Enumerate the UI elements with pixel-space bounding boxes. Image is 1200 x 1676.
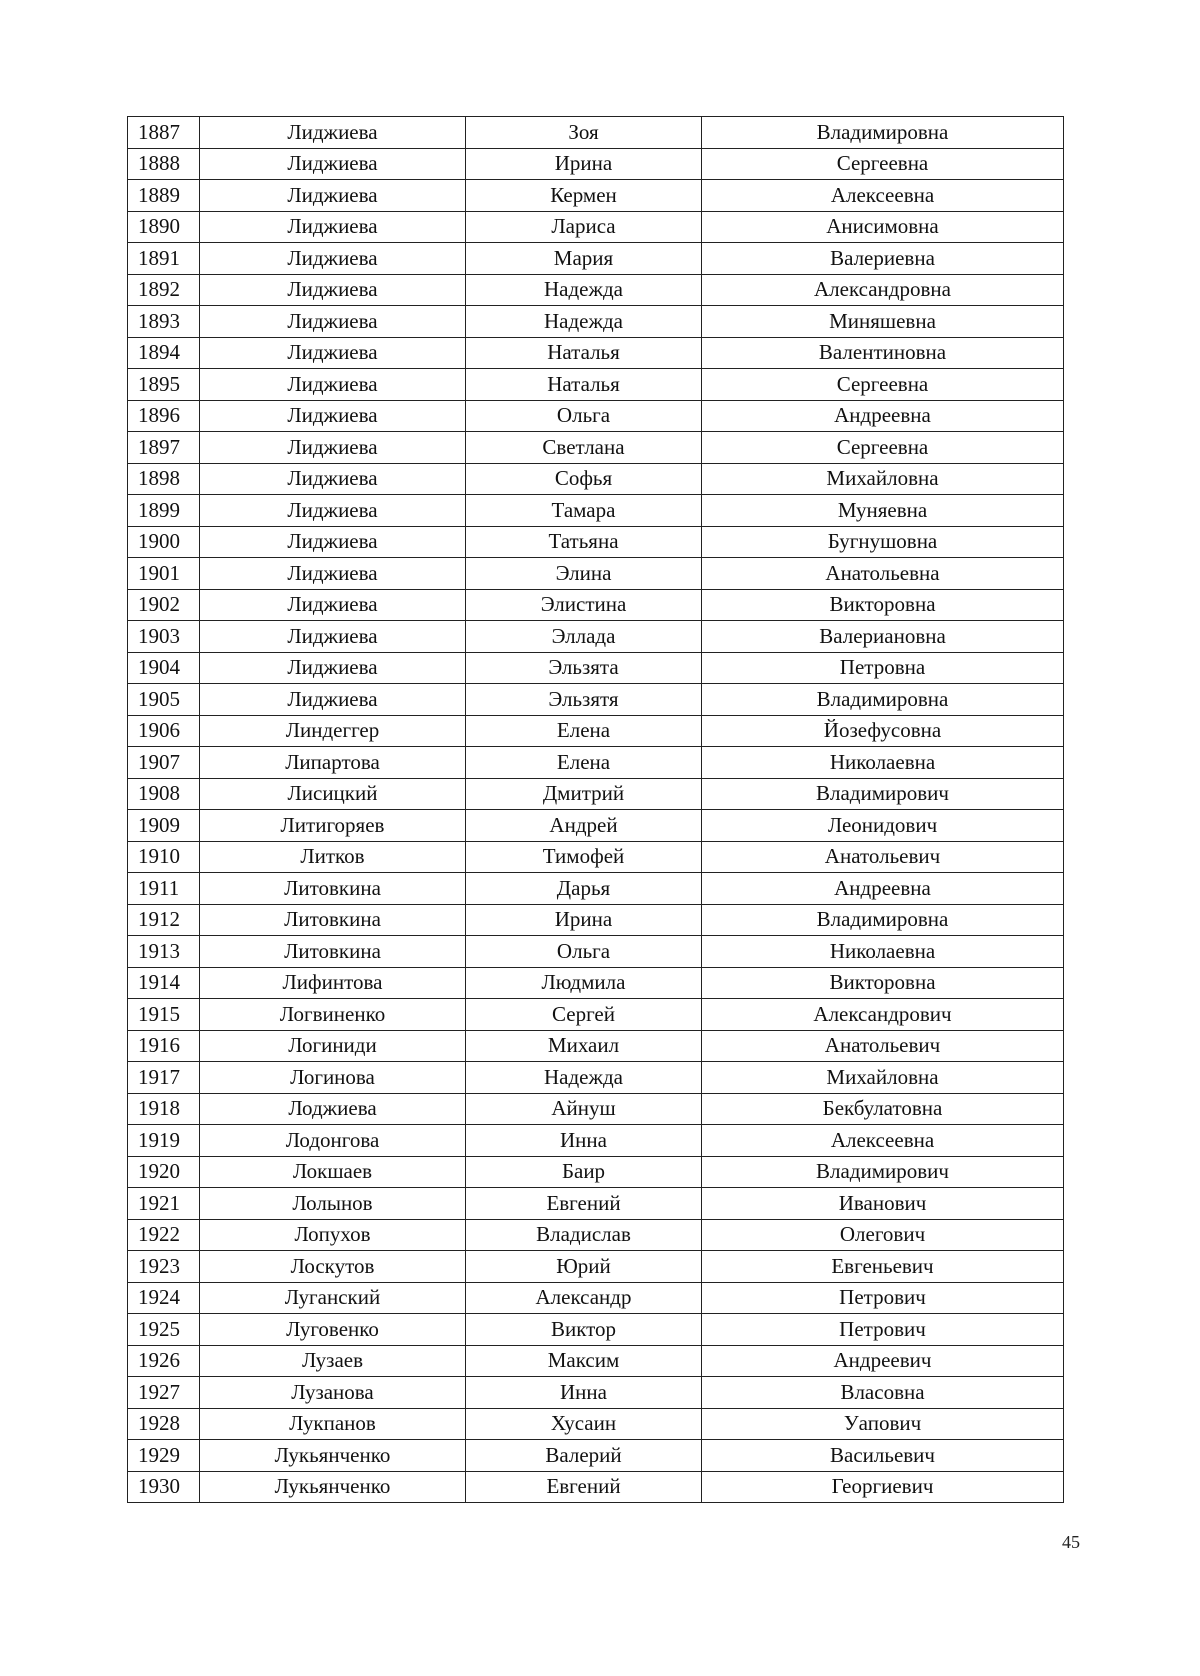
table-row (128, 1314, 1064, 1346)
patronymic-cell: Николаевна (702, 747, 1064, 779)
patronymic-cell: Йозефусовна (702, 715, 1064, 747)
row-number-cell: 1927 (128, 1377, 200, 1409)
table-row (128, 873, 1064, 905)
patronymic-cell: Анатольевич (702, 841, 1064, 873)
first-name-cell: Тамара (466, 495, 702, 527)
patronymic-cell: Георгиевич (702, 1471, 1064, 1503)
last-name-cell: Лузаев (200, 1345, 466, 1377)
first-name-cell: Сергей (466, 999, 702, 1031)
row-number-cell: 1917 (128, 1062, 200, 1094)
row-number-cell: 1899 (128, 495, 200, 527)
patronymic-cell: Сергеевна (702, 432, 1064, 464)
first-name-cell: Ирина (466, 148, 702, 180)
last-name-cell: Лисицкий (200, 778, 466, 810)
row-number-cell: 1916 (128, 1030, 200, 1062)
table-row (128, 1093, 1064, 1125)
row-number-cell: 1891 (128, 243, 200, 275)
last-name-cell: Лиджиева (200, 211, 466, 243)
row-number-cell: 1915 (128, 999, 200, 1031)
first-name-cell: Эльзята (466, 652, 702, 684)
last-name-cell: Лиджиева (200, 180, 466, 212)
patronymic-cell: Александрович (702, 999, 1064, 1031)
row-number-cell: 1894 (128, 337, 200, 369)
patronymic-cell: Анатольевна (702, 558, 1064, 590)
last-name-cell: Лиджиева (200, 684, 466, 716)
first-name-cell: Элина (466, 558, 702, 590)
row-number-cell: 1922 (128, 1219, 200, 1251)
first-name-cell: Тимофей (466, 841, 702, 873)
patronymic-cell: Владимирович (702, 778, 1064, 810)
table-row (128, 148, 1064, 180)
table-row (128, 778, 1064, 810)
first-name-cell: Мария (466, 243, 702, 275)
table-row (128, 526, 1064, 558)
first-name-cell: Баир (466, 1156, 702, 1188)
table-row (128, 243, 1064, 275)
patronymic-cell: Михайловна (702, 463, 1064, 495)
patronymic-cell: Олегович (702, 1219, 1064, 1251)
last-name-cell: Лиджиева (200, 463, 466, 495)
first-name-cell: Наталья (466, 369, 702, 401)
patronymic-cell: Евгеньевич (702, 1251, 1064, 1283)
table-row (128, 936, 1064, 968)
row-number-cell: 1887 (128, 117, 200, 149)
table-row (128, 1125, 1064, 1157)
first-name-cell: Зоя (466, 117, 702, 149)
first-name-cell: Надежда (466, 306, 702, 338)
last-name-cell: Логвиненко (200, 999, 466, 1031)
first-name-cell: Ольга (466, 936, 702, 968)
last-name-cell: Лиджиева (200, 148, 466, 180)
row-number-cell: 1929 (128, 1440, 200, 1472)
table-row (128, 1219, 1064, 1251)
patronymic-cell: Николаевна (702, 936, 1064, 968)
first-name-cell: Эллада (466, 621, 702, 653)
patronymic-cell: Владимировна (702, 904, 1064, 936)
table-row (128, 747, 1064, 779)
first-name-cell: Эльзятя (466, 684, 702, 716)
row-number-cell: 1888 (128, 148, 200, 180)
patronymic-cell: Викторовна (702, 967, 1064, 999)
table-row (128, 274, 1064, 306)
first-name-cell: Элистина (466, 589, 702, 621)
first-name-cell: Людмила (466, 967, 702, 999)
last-name-cell: Лиджиева (200, 589, 466, 621)
table-row (128, 904, 1064, 936)
patronymic-cell: Алексеевна (702, 180, 1064, 212)
table-row (128, 1377, 1064, 1409)
last-name-cell: Лиджиева (200, 526, 466, 558)
row-number-cell: 1912 (128, 904, 200, 936)
table-row (128, 810, 1064, 842)
table-row (128, 1030, 1064, 1062)
first-name-cell: Максим (466, 1345, 702, 1377)
row-number-cell: 1892 (128, 274, 200, 306)
patronymic-cell: Леонидович (702, 810, 1064, 842)
first-name-cell: Софья (466, 463, 702, 495)
last-name-cell: Литигоряев (200, 810, 466, 842)
patronymic-cell: Валериевна (702, 243, 1064, 275)
page-number: 45 (1062, 1532, 1080, 1552)
last-name-cell: Луганский (200, 1282, 466, 1314)
last-name-cell: Лиджиева (200, 558, 466, 590)
last-name-cell: Лузанова (200, 1377, 466, 1409)
last-name-cell: Логиниди (200, 1030, 466, 1062)
patronymic-cell: Муняевна (702, 495, 1064, 527)
table-row (128, 1251, 1064, 1283)
table-row (128, 715, 1064, 747)
first-name-cell: Александр (466, 1282, 702, 1314)
row-number-cell: 1918 (128, 1093, 200, 1125)
last-name-cell: Лоскутов (200, 1251, 466, 1283)
last-name-cell: Лиджиева (200, 306, 466, 338)
last-name-cell: Лиджиева (200, 400, 466, 432)
row-number-cell: 1896 (128, 400, 200, 432)
table-row (128, 841, 1064, 873)
last-name-cell: Лиджиева (200, 621, 466, 653)
last-name-cell: Лифинтова (200, 967, 466, 999)
patronymic-cell: Власовна (702, 1377, 1064, 1409)
row-number-cell: 1923 (128, 1251, 200, 1283)
last-name-cell: Линдеггер (200, 715, 466, 747)
last-name-cell: Лиджиева (200, 117, 466, 149)
row-number-cell: 1904 (128, 652, 200, 684)
row-number-cell: 1906 (128, 715, 200, 747)
last-name-cell: Лолынов (200, 1188, 466, 1220)
patronymic-cell: Владимировна (702, 684, 1064, 716)
table-row (128, 211, 1064, 243)
patronymic-cell: Валентиновна (702, 337, 1064, 369)
first-name-cell: Елена (466, 747, 702, 779)
row-number-cell: 1926 (128, 1345, 200, 1377)
first-name-cell: Дмитрий (466, 778, 702, 810)
row-number-cell: 1895 (128, 369, 200, 401)
table-row (128, 306, 1064, 338)
patronymic-cell: Алексеевна (702, 1125, 1064, 1157)
table-row (128, 589, 1064, 621)
table-row (128, 1188, 1064, 1220)
first-name-cell: Евгений (466, 1188, 702, 1220)
patronymic-cell: Викторовна (702, 589, 1064, 621)
last-name-cell: Лодонгова (200, 1125, 466, 1157)
patronymic-cell: Петрович (702, 1282, 1064, 1314)
last-name-cell: Литовкина (200, 936, 466, 968)
table-row (128, 1062, 1064, 1094)
table-row (128, 495, 1064, 527)
table-row (128, 369, 1064, 401)
row-number-cell: 1889 (128, 180, 200, 212)
row-number-cell: 1921 (128, 1188, 200, 1220)
row-number-cell: 1925 (128, 1314, 200, 1346)
first-name-cell: Ирина (466, 904, 702, 936)
patronymic-cell: Александровна (702, 274, 1064, 306)
last-name-cell: Лиджиева (200, 243, 466, 275)
names-table-body (128, 117, 1064, 1503)
patronymic-cell: Валериановна (702, 621, 1064, 653)
patronymic-cell: Анатольевич (702, 1030, 1064, 1062)
first-name-cell: Евгений (466, 1471, 702, 1503)
patronymic-cell: Миняшевна (702, 306, 1064, 338)
names-table (127, 116, 1064, 1503)
table-row (128, 652, 1064, 684)
first-name-cell: Татьяна (466, 526, 702, 558)
last-name-cell: Лукпанов (200, 1408, 466, 1440)
table-row (128, 1345, 1064, 1377)
first-name-cell: Елена (466, 715, 702, 747)
first-name-cell: Инна (466, 1125, 702, 1157)
last-name-cell: Липартова (200, 747, 466, 779)
row-number-cell: 1905 (128, 684, 200, 716)
table-row (128, 463, 1064, 495)
last-name-cell: Лиджиева (200, 432, 466, 464)
table-row (128, 400, 1064, 432)
last-name-cell: Литовкина (200, 873, 466, 905)
table-row (128, 967, 1064, 999)
patronymic-cell: Петровна (702, 652, 1064, 684)
row-number-cell: 1911 (128, 873, 200, 905)
table-row (128, 432, 1064, 464)
row-number-cell: 1914 (128, 967, 200, 999)
last-name-cell: Локшаев (200, 1156, 466, 1188)
last-name-cell: Лоджиева (200, 1093, 466, 1125)
patronymic-cell: Бекбулатовна (702, 1093, 1064, 1125)
first-name-cell: Юрий (466, 1251, 702, 1283)
table-row (128, 1282, 1064, 1314)
table-row (128, 1408, 1064, 1440)
last-name-cell: Лиджиева (200, 495, 466, 527)
row-number-cell: 1901 (128, 558, 200, 590)
row-number-cell: 1903 (128, 621, 200, 653)
patronymic-cell: Андреевич (702, 1345, 1064, 1377)
table-row (128, 558, 1064, 590)
row-number-cell: 1913 (128, 936, 200, 968)
first-name-cell: Надежда (466, 1062, 702, 1094)
first-name-cell: Михаил (466, 1030, 702, 1062)
last-name-cell: Лопухов (200, 1219, 466, 1251)
first-name-cell: Виктор (466, 1314, 702, 1346)
last-name-cell: Лукьянченко (200, 1440, 466, 1472)
row-number-cell: 1898 (128, 463, 200, 495)
table-row (128, 999, 1064, 1031)
last-name-cell: Лукьянченко (200, 1471, 466, 1503)
last-name-cell: Лиджиева (200, 274, 466, 306)
patronymic-cell: Владимировна (702, 117, 1064, 149)
row-number-cell: 1890 (128, 211, 200, 243)
row-number-cell: 1900 (128, 526, 200, 558)
table-row (128, 621, 1064, 653)
row-number-cell: 1920 (128, 1156, 200, 1188)
last-name-cell: Луговенко (200, 1314, 466, 1346)
first-name-cell: Дарья (466, 873, 702, 905)
row-number-cell: 1919 (128, 1125, 200, 1157)
row-number-cell: 1902 (128, 589, 200, 621)
row-number-cell: 1924 (128, 1282, 200, 1314)
first-name-cell: Хусаин (466, 1408, 702, 1440)
row-number-cell: 1897 (128, 432, 200, 464)
table-row (128, 1440, 1064, 1472)
first-name-cell: Лариса (466, 211, 702, 243)
patronymic-cell: Сергеевна (702, 148, 1064, 180)
last-name-cell: Литков (200, 841, 466, 873)
patronymic-cell: Бугнушовна (702, 526, 1064, 558)
table-row (128, 337, 1064, 369)
patronymic-cell: Петрович (702, 1314, 1064, 1346)
first-name-cell: Наталья (466, 337, 702, 369)
last-name-cell: Лиджиева (200, 337, 466, 369)
first-name-cell: Ольга (466, 400, 702, 432)
table-row (128, 117, 1064, 149)
first-name-cell: Надежда (466, 274, 702, 306)
row-number-cell: 1928 (128, 1408, 200, 1440)
first-name-cell: Инна (466, 1377, 702, 1409)
first-name-cell: Айнуш (466, 1093, 702, 1125)
last-name-cell: Лиджиева (200, 369, 466, 401)
table-row (128, 684, 1064, 716)
first-name-cell: Андрей (466, 810, 702, 842)
table-row (128, 1156, 1064, 1188)
patronymic-cell: Михайловна (702, 1062, 1064, 1094)
patronymic-cell: Андреевна (702, 873, 1064, 905)
patronymic-cell: Андреевна (702, 400, 1064, 432)
patronymic-cell: Сергеевна (702, 369, 1064, 401)
row-number-cell: 1907 (128, 747, 200, 779)
first-name-cell: Валерий (466, 1440, 702, 1472)
table-row (128, 180, 1064, 212)
first-name-cell: Светлана (466, 432, 702, 464)
table-row (128, 1471, 1064, 1503)
row-number-cell: 1909 (128, 810, 200, 842)
patronymic-cell: Анисимовна (702, 211, 1064, 243)
row-number-cell: 1930 (128, 1471, 200, 1503)
last-name-cell: Литовкина (200, 904, 466, 936)
patronymic-cell: Владимирович (702, 1156, 1064, 1188)
last-name-cell: Логинова (200, 1062, 466, 1094)
last-name-cell: Лиджиева (200, 652, 466, 684)
patronymic-cell: Васильевич (702, 1440, 1064, 1472)
first-name-cell: Кермен (466, 180, 702, 212)
patronymic-cell: Иванович (702, 1188, 1064, 1220)
row-number-cell: 1910 (128, 841, 200, 873)
row-number-cell: 1893 (128, 306, 200, 338)
first-name-cell: Владислав (466, 1219, 702, 1251)
patronymic-cell: Уапович (702, 1408, 1064, 1440)
row-number-cell: 1908 (128, 778, 200, 810)
